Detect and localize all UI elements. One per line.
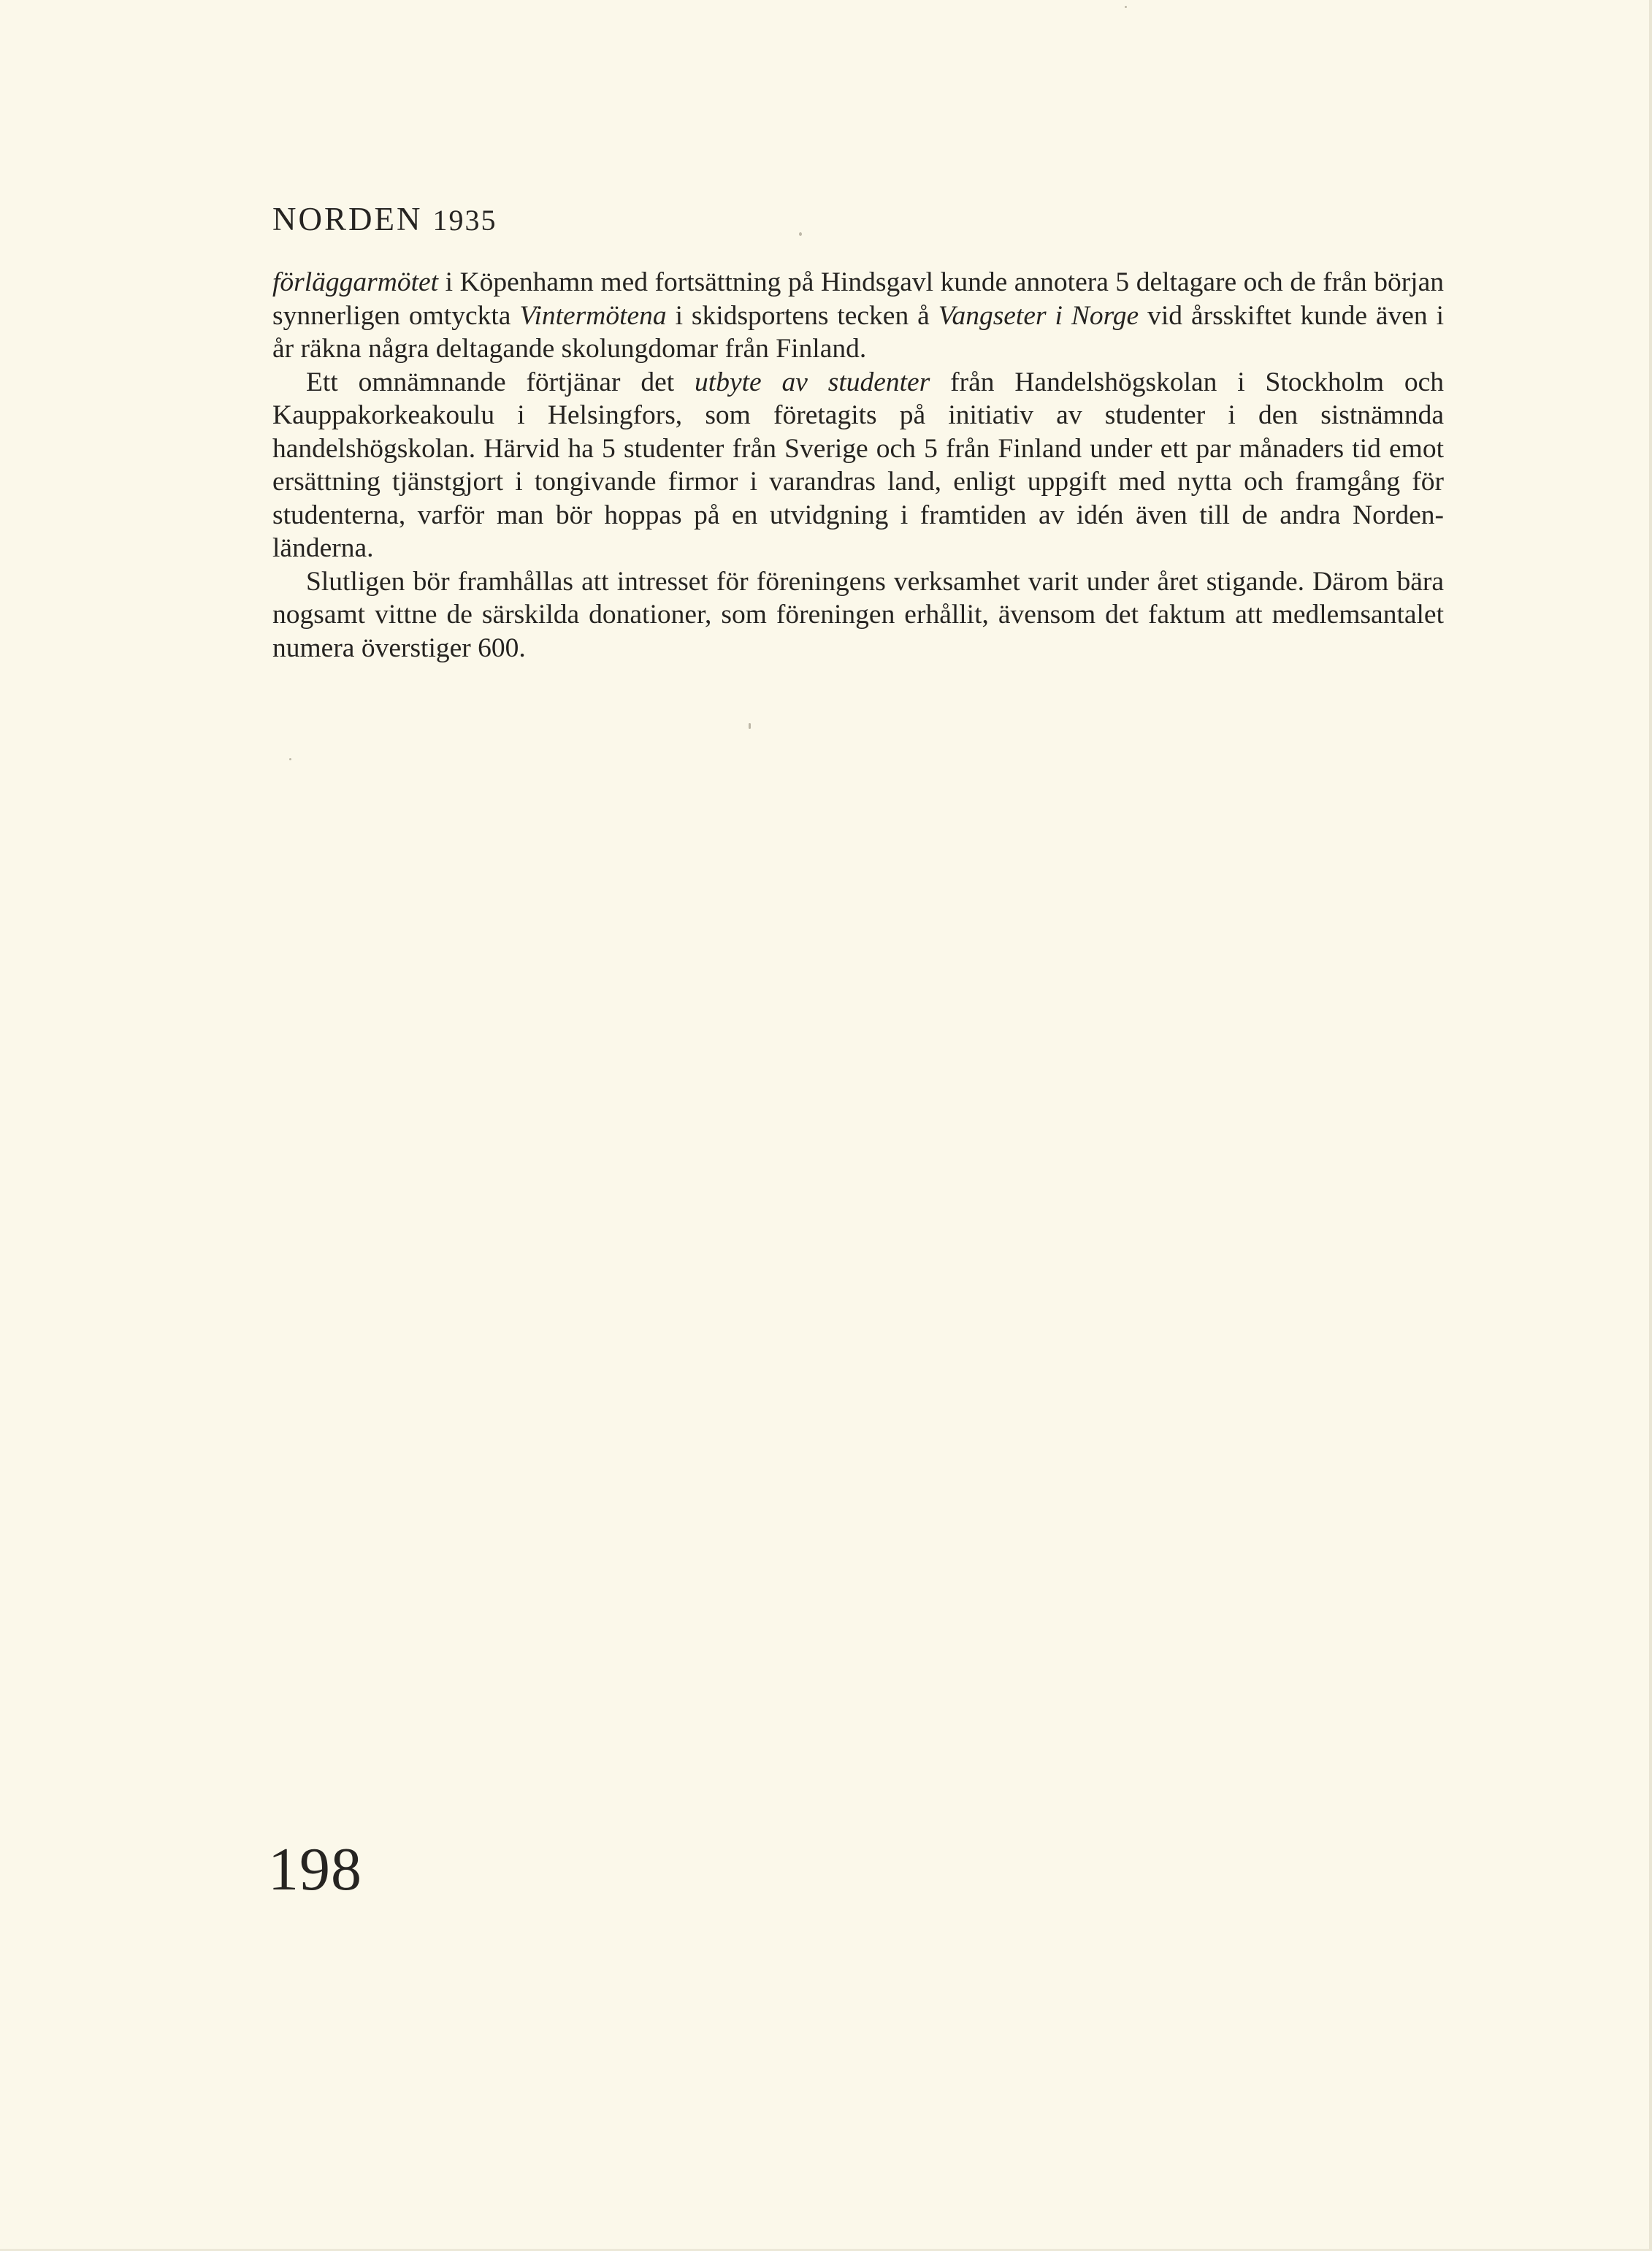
text-segment: i Köpenhamn med fortsättning på Hindsgavl kunde annotera 5 deltagare och de från början synnerligen omtyckta	[272, 267, 1444, 331]
page-number: 198	[268, 1835, 362, 1903]
running-head-year: 1935	[432, 204, 497, 237]
paper-speck	[749, 723, 751, 729]
text-segment: Ett omnämnande förtjänar det	[306, 367, 695, 397]
running-head	[272, 197, 497, 242]
text-segment: förläggarmötet	[272, 267, 439, 297]
paper-speck	[1125, 6, 1127, 8]
text-segment: utbyte av studenter	[695, 367, 930, 397]
text-segment: från Handelshögskolan i Stockholm och Kauppakorkeakoulu i Helsingfors, som företagits på initiativ av studenter i den sistnämnda handelshögskolan. Härvid ha 5 studenter från Sverige och 5 från Finland under ett par månaders tid emot ersättning tjänstgjort i tongivande firmor i varandras land, enligt uppgift med nytta och framgång för studenterna, varför man bör hoppas på en utvidgning i framtiden av idén även till de andra Norden-länderna.	[272, 367, 1444, 563]
paragraph-3	[272, 565, 1444, 665]
running-head-title: NORDEN	[272, 201, 423, 237]
text-segment: Slutligen bör framhållas att intresset för föreningens verksamhet varit under året stigande. Därom bära nogsamt vittne de särskilda donationer, som föreningen erhållit, ävensom det faktum att medlemsantalet numera överstiger 600.	[272, 566, 1444, 663]
text-segment: i skidsportens tecken å	[666, 300, 938, 331]
body-text	[272, 266, 1444, 665]
text-segment: Vintermötena	[519, 300, 667, 331]
text-segment: Vangseter i Norge	[938, 300, 1139, 331]
paragraph-1	[272, 266, 1444, 366]
text-segment: vid årsskiftet kunde även i år räkna några deltagande skolungdomar från Finland.	[272, 300, 1445, 364]
paragraph-2	[272, 366, 1444, 565]
paper-speck	[799, 232, 802, 236]
paper-speck	[289, 758, 291, 760]
